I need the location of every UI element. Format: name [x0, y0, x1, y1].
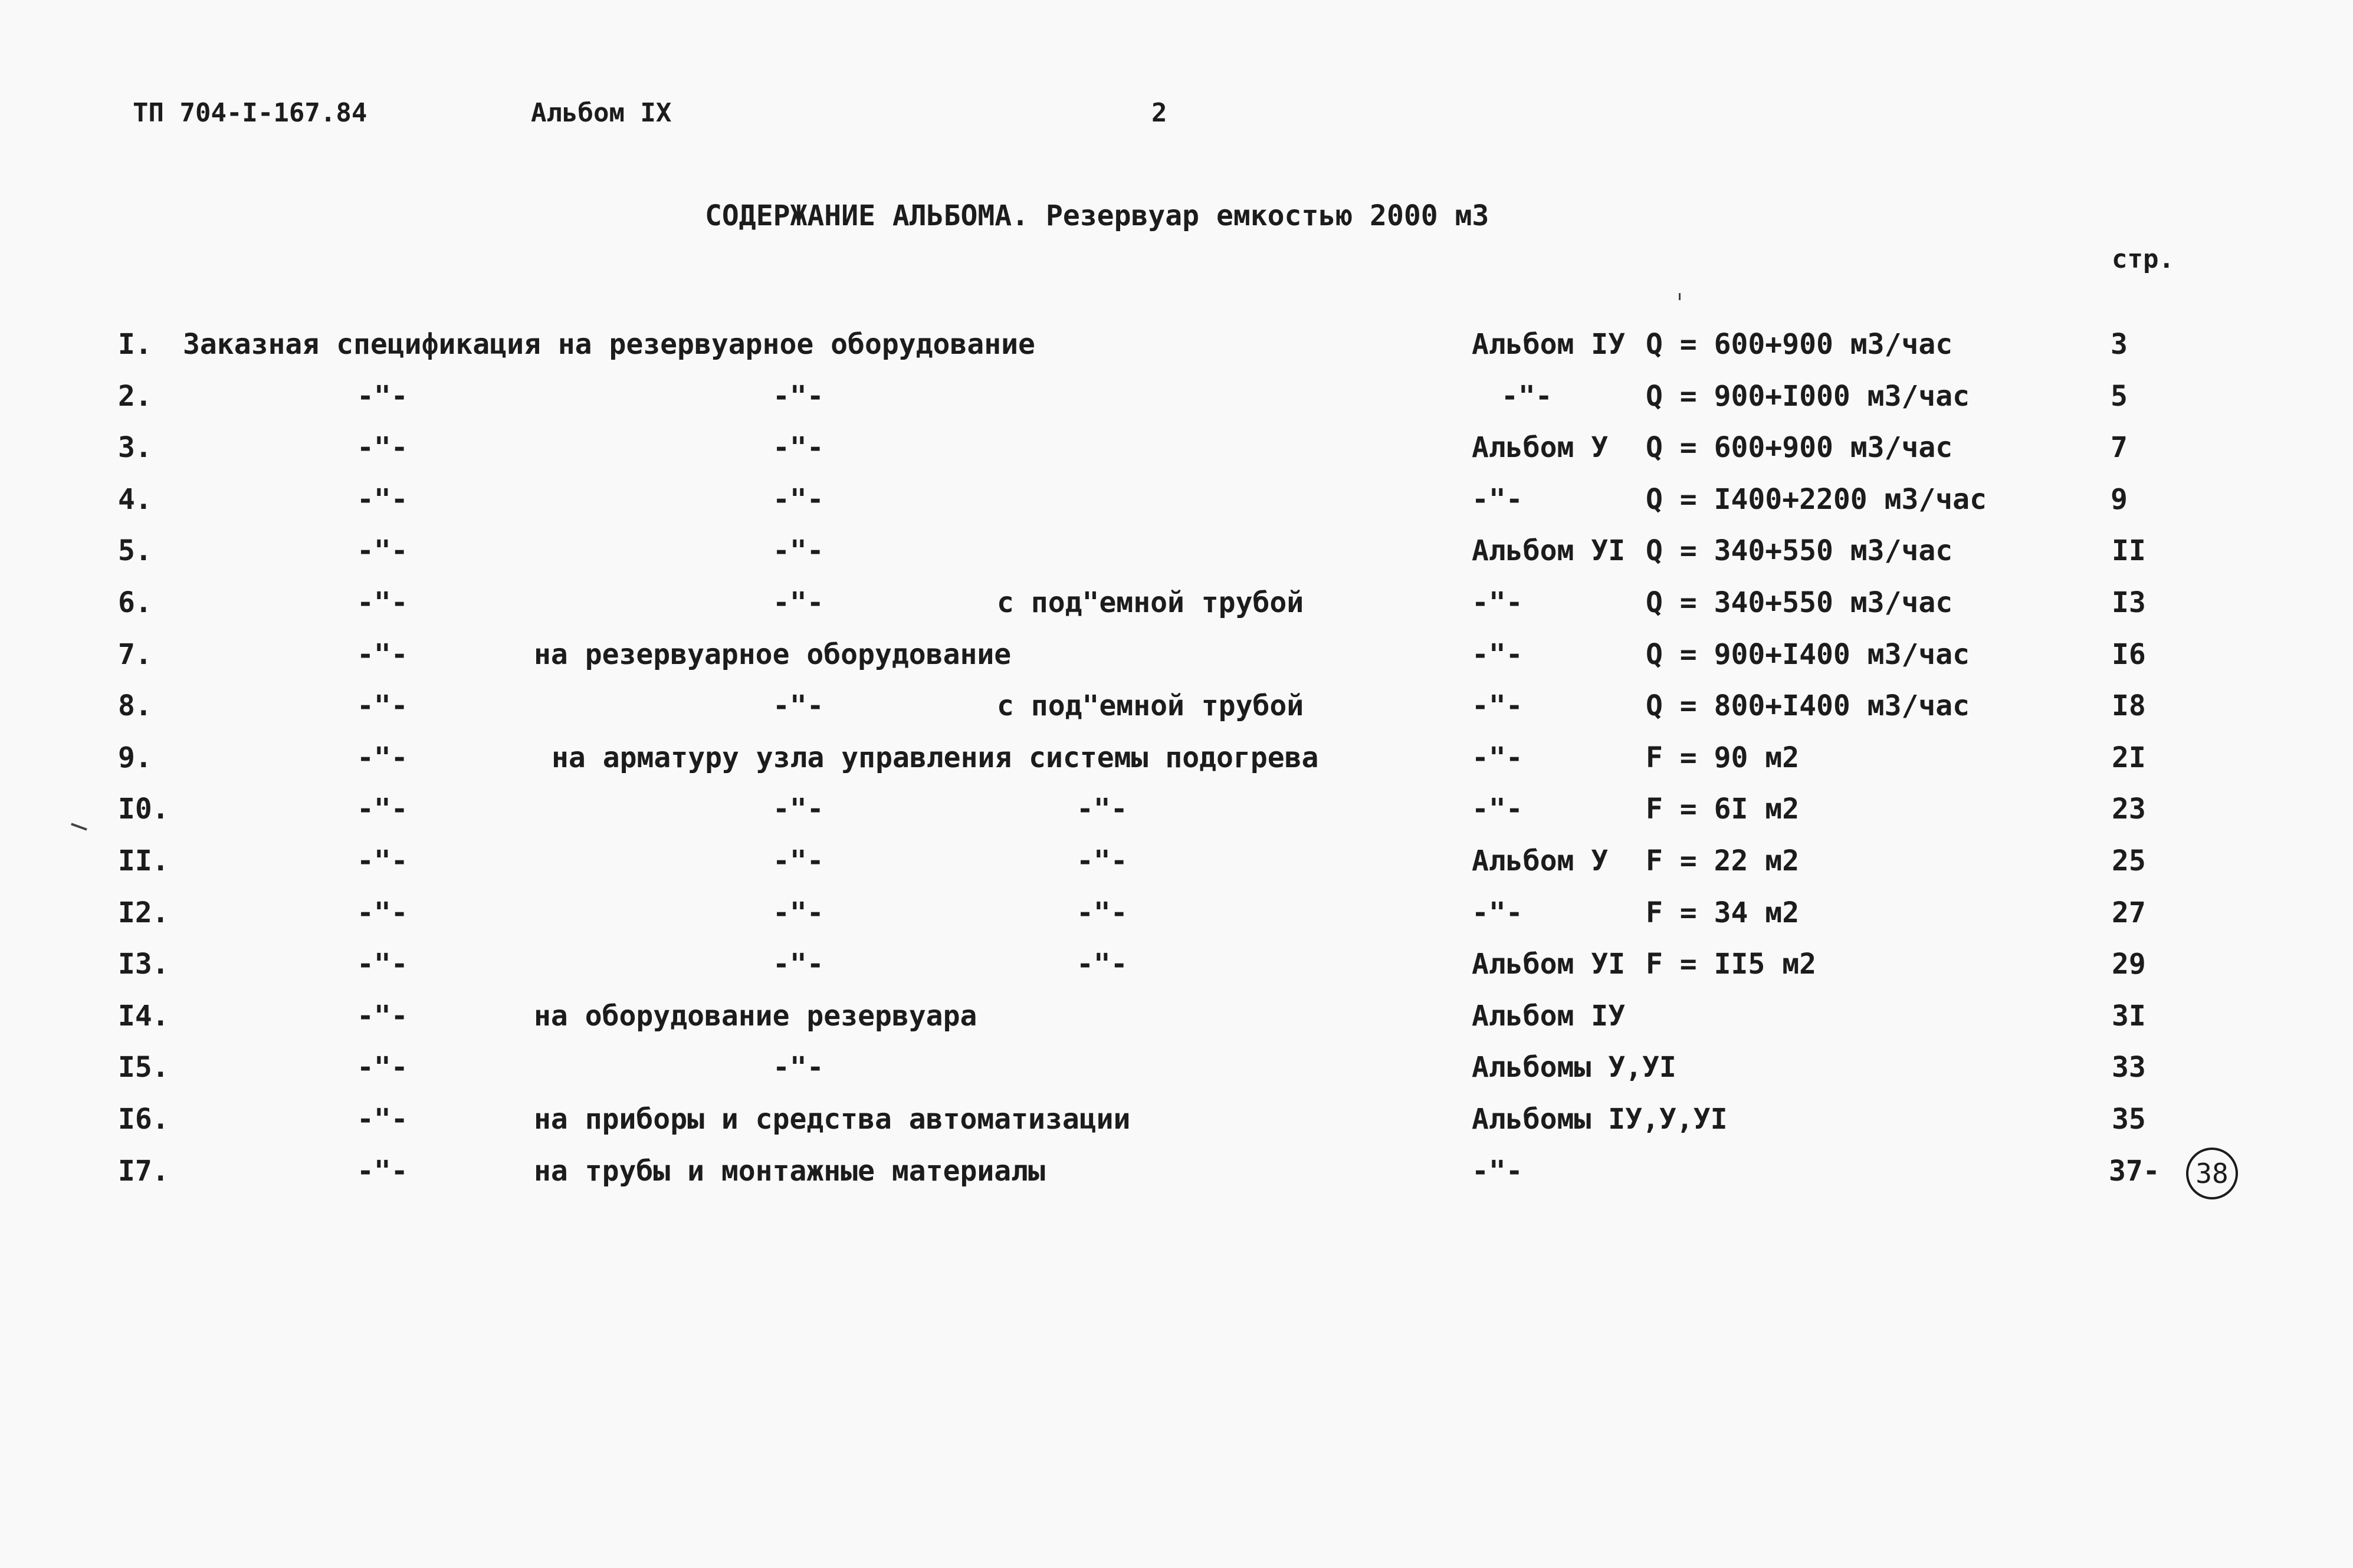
ditto-mark: -"-	[1472, 586, 1523, 619]
circled-page-number: 38	[2186, 1148, 2238, 1199]
album-reference: Альбом IУ	[1472, 328, 1626, 361]
ditto-mark: -"-	[357, 379, 408, 413]
album-reference: Альбом УI	[1472, 948, 1626, 981]
item-number: I0.	[118, 793, 169, 826]
item-description: на приборы и средства автоматизации	[534, 1103, 1131, 1136]
ditto-mark: -"-	[773, 689, 824, 723]
ditto-mark: -"-	[357, 431, 408, 465]
ditto-mark: -"-	[773, 379, 824, 413]
ditto-mark: -"-	[357, 741, 408, 774]
ditto-mark: -"-	[773, 948, 824, 981]
page-reference: 9	[2111, 482, 2128, 516]
ditto-mark: -"-	[357, 948, 408, 981]
ditto-mark: -"-	[773, 431, 824, 465]
ditto-mark: -"-	[1472, 637, 1523, 671]
list-item	[0, 950, 2353, 985]
ditto-mark: -"-	[1472, 793, 1523, 826]
page-reference: 25	[2112, 844, 2146, 877]
page-column-header: стр.	[2112, 244, 2174, 274]
page-reference: 3I	[2112, 999, 2146, 1033]
item-number: I4.	[118, 999, 169, 1033]
list-item	[0, 379, 2353, 418]
page-reference: 7	[2111, 431, 2128, 465]
page-reference: 2I	[2112, 741, 2146, 774]
item-number: I2.	[118, 896, 169, 929]
page-reference: I6	[2112, 637, 2146, 671]
item-description: на оборудование резервуара	[534, 999, 977, 1033]
item-description-suffix: с под"емной трубой	[997, 586, 1304, 619]
page-number: 2	[1151, 98, 1167, 128]
list-item	[0, 433, 2353, 469]
ditto-mark: -"-	[1077, 793, 1128, 826]
parameter-value: Q = I400+2200 м3/час	[1646, 482, 1987, 516]
item-number: 4.	[118, 482, 152, 516]
album-reference: Альбомы У,УI	[1472, 1051, 1676, 1084]
ditto-mark: -"-	[357, 637, 408, 671]
ditto-mark: -"-	[357, 793, 408, 826]
ditto-mark: -"-	[773, 793, 824, 826]
page-reference: II	[2112, 534, 2146, 568]
list-item	[0, 795, 2353, 830]
ditto-mark: -"-	[773, 1051, 824, 1084]
item-number: 8.	[118, 689, 152, 723]
ditto-mark: -"-	[357, 534, 408, 568]
ditto-mark: -"-	[1472, 689, 1523, 723]
parameter-value: Q = 340+550 м3/час	[1646, 586, 1953, 619]
item-number: I3.	[118, 948, 169, 981]
list-item	[0, 896, 2353, 934]
ditto-mark: -"-	[773, 534, 824, 568]
parameter-value: Q = 900+I400 м3/час	[1646, 637, 1970, 671]
album-reference: Альбом УI	[1472, 534, 1626, 568]
item-description: на трубы и монтажные материалы	[534, 1154, 1045, 1188]
ditto-mark: -"-	[357, 1051, 408, 1084]
document-code: ТП 704-I-167.84	[133, 98, 367, 128]
ditto-mark: -"-	[357, 844, 408, 877]
item-description-suffix: с под"емной трубой	[997, 689, 1304, 723]
list-item	[0, 482, 2353, 521]
ditto-mark: -"-	[357, 1103, 408, 1136]
item-number: 5.	[118, 534, 152, 568]
ditto-mark: -"-	[357, 586, 408, 619]
list-item	[0, 741, 2353, 779]
page-reference: 35	[2112, 1103, 2146, 1136]
list-item	[0, 1105, 2353, 1140]
scan-mark	[1679, 293, 1681, 300]
ditto-mark: -"-	[1077, 844, 1128, 877]
item-number: II.	[118, 844, 169, 877]
list-item	[0, 1053, 2353, 1089]
ditto-mark: -"-	[1472, 896, 1523, 929]
ditto-mark: -"-	[773, 896, 824, 929]
ditto-mark: -"-	[357, 1154, 408, 1188]
page-reference: 27	[2112, 896, 2146, 929]
ditto-mark: -"-	[1077, 896, 1128, 929]
item-number: 3.	[118, 431, 152, 465]
ditto-mark: -"-	[1472, 741, 1523, 774]
list-item	[0, 330, 2353, 366]
page-reference: I3	[2112, 586, 2146, 619]
item-number: I.	[118, 328, 152, 361]
parameter-value: Q = 600+900 м3/час	[1646, 328, 1953, 361]
list-item	[0, 637, 2353, 676]
ditto-mark: -"-	[357, 999, 408, 1033]
ditto-mark: -"-	[357, 689, 408, 723]
item-number: 7.	[118, 637, 152, 671]
item-number: I7.	[118, 1154, 169, 1188]
album-reference: Альбом У	[1472, 431, 1609, 465]
list-item	[0, 999, 2353, 1037]
page-reference: 33	[2112, 1051, 2146, 1084]
ditto-mark: -"-	[1501, 379, 1553, 413]
list-item	[0, 689, 2353, 727]
ditto-mark: -"-	[1472, 482, 1523, 516]
ditto-mark: -"-	[773, 482, 824, 516]
album-label: Альбом IX	[531, 98, 672, 128]
list-item	[0, 844, 2353, 882]
page-reference: 29	[2112, 948, 2146, 981]
list-item	[0, 1154, 2353, 1192]
ditto-mark: -"-	[773, 586, 824, 619]
list-item	[0, 534, 2353, 572]
parameter-value: Q = 340+550 м3/час	[1646, 534, 1953, 568]
item-description: на арматуру узла управления системы подогрева	[552, 741, 1319, 774]
item-description: Заказная спецификация на резервуарное оборудование	[183, 328, 1035, 361]
item-number: I6.	[118, 1103, 169, 1136]
ditto-mark: -"-	[1077, 948, 1128, 981]
album-reference: Альбом У	[1472, 844, 1609, 877]
page-reference: 3	[2111, 328, 2128, 361]
page-reference: 23	[2112, 793, 2146, 826]
parameter-value: Q = 600+900 м3/час	[1646, 431, 1953, 465]
ditto-mark: -"-	[1472, 1154, 1523, 1188]
parameter-value: F = II5 м2	[1646, 948, 1816, 981]
ditto-mark: -"-	[357, 482, 408, 516]
parameter-value: F = 6I м2	[1646, 793, 1800, 826]
ditto-mark: -"-	[773, 844, 824, 877]
album-reference: Альбомы IУ,У,УI	[1472, 1103, 1728, 1136]
page-reference: I8	[2112, 689, 2146, 723]
parameter-value: F = 34 м2	[1646, 896, 1800, 929]
album-reference: Альбом IУ	[1472, 999, 1626, 1033]
parameter-value: Q = 900+I000 м3/час	[1646, 379, 1970, 413]
item-number: 9.	[118, 741, 152, 774]
parameter-value: F = 90 м2	[1646, 741, 1800, 774]
ditto-mark: -"-	[357, 896, 408, 929]
page-reference: 37-	[2109, 1154, 2160, 1188]
item-number: I5.	[118, 1051, 169, 1084]
parameter-value: Q = 800+I400 м3/час	[1646, 689, 1970, 723]
item-number: 2.	[118, 379, 152, 413]
page-reference: 5	[2111, 379, 2128, 413]
item-number: 6.	[118, 586, 152, 619]
item-description: на резервуарное оборудование	[534, 637, 1012, 671]
page-title: СОДЕРЖАНИЕ АЛЬБОМА. Резервуар емкостью 2000 м3	[705, 199, 1489, 232]
list-item	[0, 586, 2353, 624]
parameter-value: F = 22 м2	[1646, 844, 1800, 877]
